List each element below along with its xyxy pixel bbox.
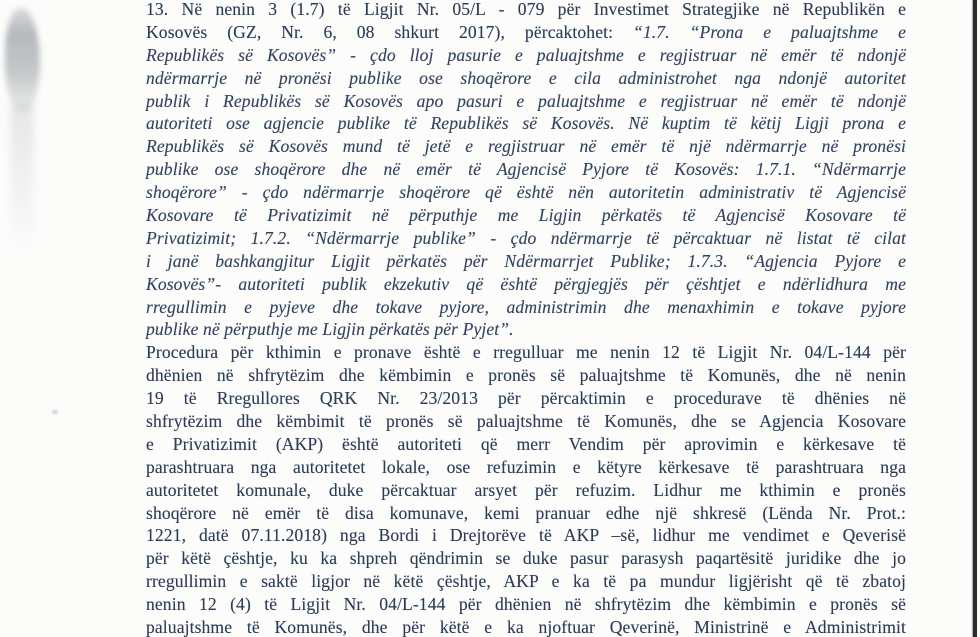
quoted-law-text: publik i Republikës së Kosovës apo pasuri e paluajtshme e regjistruar në emër të ndonjë [146,90,906,111]
scanner-smudge-tail [10,105,34,255]
text-line [146,296,906,319]
scanner-smudge-artifact [5,8,40,113]
text-line [146,387,906,410]
body-text: Kosovës (GZ, Nr. 6, 08 shkurt 2017), përcaktohet: [146,21,633,42]
text-line [146,0,906,21]
quoted-law-text: publike ose shoqërore dhe në emër të Agjencisë Pyjore të Kosovës: 1.7.1. “Ndërmarrje [146,159,906,180]
text-line [146,204,906,227]
text-line [146,90,906,113]
text-line [146,250,906,273]
text-line [146,410,906,433]
quoted-law-text: publike në përputhje me Ligjin përkatës për Pyjet”. [146,319,514,340]
quoted-law-text: ndërmarrje në pronësi publike ose shoqërore e cila administrohet nga ndonjë autoritet [146,67,906,88]
text-line [146,273,906,296]
quoted-law-text: Kosovës”- autoriteti publik ekzekutiv që është përgjegjës për çështjet e ndërlidhura me [146,273,906,294]
text-line [146,364,906,387]
text-line [146,44,906,67]
quoted-law-text: Republikës së Kosovës” - çdo lloj pasurie e paluajtshme e regjistruar në emër të ndonjë [146,44,906,65]
quoted-law-text: rregullimin e pyjeve dhe tokave pyjore, administrimin dhe menaxhimin e tokave pyjore [146,296,906,317]
text-line [146,21,906,44]
quoted-law-text: i janë bashkangjitur Ligjit përkatës për Ndërmarrjet Publike; 1.7.3. “Agjencia Pyjore e [146,250,906,271]
text-block [146,0,906,637]
quoted-law-text: Republikës së Kosovës mund të jetë e regjistruar në emër të një ndërmarrje në pronësi [146,136,906,157]
text-line [146,479,906,502]
text-line [146,318,906,341]
body-text: Procedura për kthimin e pronave është e rregulluar me nenin 12 të Ligjit Nr. 04/L-144 për [146,342,906,363]
body-text: 19 të Rregullores QRK Nr. 23/2013 për përcaktimin e procedurave të dhënies në [146,388,906,409]
text-line [146,593,906,616]
text-line [146,456,906,479]
text-line [146,547,906,570]
text-line [146,502,906,525]
text-line [146,112,906,135]
body-text: parashtruara nga autoritetet lokale, ose refuzimin e këtyre kërkesave të parashtruara nga [146,456,906,477]
body-text: nenin 12 (4) të Ligjit Nr. 04/L-144 për dhënien në shfrytëzim dhe këmbimin e pronës së [146,594,906,615]
text-line [146,616,906,637]
text-line [146,67,906,90]
text-line [146,135,906,158]
text-line [146,227,906,250]
body-text: dhënien në shfrytëzim dhe këmbimin e pronës së paluajtshme të Komunës, dhe në nenin [146,365,906,386]
body-text: 1221, datë 07.11.2018) nga Bordi i Drejtorëve të AKP –së, lidhur me vendimet e Qeverisë [146,525,906,546]
body-text: për këtë çështje, ku ka shpreh qëndrimin se duke pasur parasysh paqartësitë juridike dhe jo [146,548,906,569]
text-line [146,158,906,181]
body-text: autoritetet komunale, duke përcaktuar arsyet për refuzim. Lidhur me kthimin e pronës [146,479,906,500]
body-text: rregullimin e saktë ligjor në këtë çështje, AKP e ka të pa mundur ligjërisht që të zbatoj [146,571,906,592]
body-text: paluajtshme të Komunës, dhe për këtë e ka njoftuar Qeverinë, Ministrinë e Administrimit [146,617,906,637]
body-text: e Privatizimit (AKP) është autoriteti që merr Vendim për aprovimin e kërkesave të [146,433,906,454]
quoted-law-text: shoqërore” - çdo ndërmarrje shoqërore që është nën autoritetin administrativ të Agjencisë [146,182,906,203]
text-line [146,524,906,547]
body-text: shoqërore në emër të disa komunave, kemi pranuar edhe një shkresë (Lënda Nr. Prot.: [146,502,906,523]
scan-speck-artifact [52,410,58,414]
quoted-law-text: Privatizimit; 1.7.2. “Ndërmarrje publike” - çdo ndërmarrje të përcaktuar në listat të cilat [146,227,906,248]
text-line [146,570,906,593]
text-line [146,341,906,364]
quoted-law-text: Kosovare të Privatizimit në përputhje me Ligjin përkatës të Agjencisë Kosovare të [146,205,906,226]
quoted-law-text: “1.7. “Prona e paluajtshme e [633,21,906,42]
text-line [146,181,906,204]
scan-edge-line [973,0,977,637]
quoted-law-text: autoriteti ose agjencie publike të Republikës së Kosovës. Në kuptim të këtij Ligji prona e [146,113,906,134]
text-line [146,433,906,456]
body-text: shfrytëzim dhe këmbimit të pronës së paluajtshme të Komunës, dhe se Agjencia Kosovare [146,411,906,432]
body-text: 13. Në nenin 3 (1.7) të Ligjit Nr. 05/L - 079 për Investimet Strategjike në Republikën e [146,0,906,19]
